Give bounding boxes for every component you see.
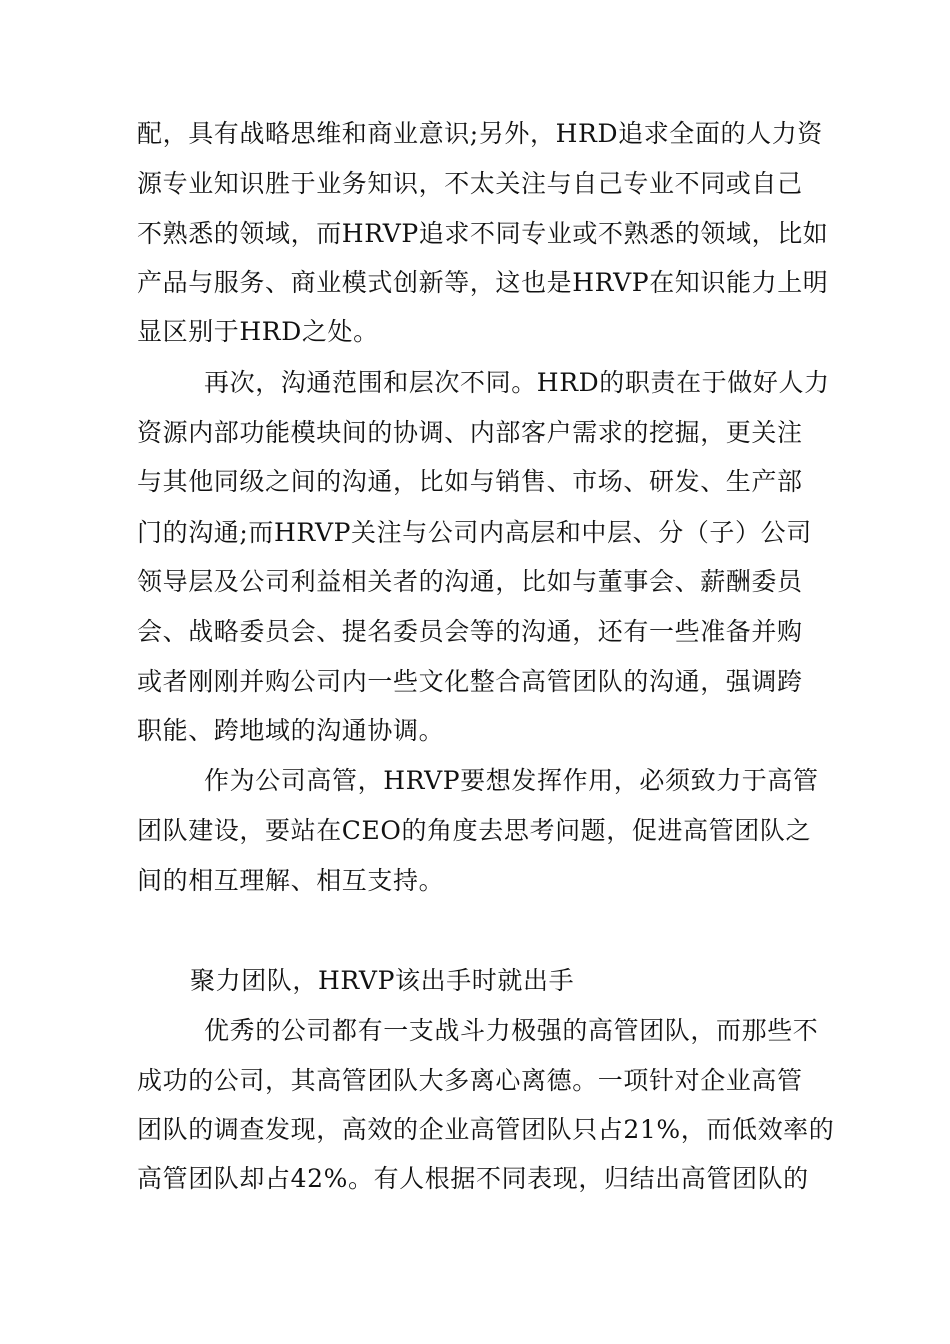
paragraph-1-line-4: 产品与服务、商业模式创新等，这也是HRVP在知识能力上明 xyxy=(137,268,829,297)
paragraph-4-line-2: 成功的公司，其高管团队大多离心离德。一项针对企业高管 xyxy=(137,1066,803,1095)
paragraph-3-line-1: 作为公司高管，HRVP要想发挥作用，必须致力于高管 xyxy=(204,766,819,795)
paragraph-4-line-1: 优秀的公司都有一支战斗力极强的高管团队，而那些不 xyxy=(204,1016,819,1045)
section-heading: 聚力团队，HRVP该出手时就出手 xyxy=(190,966,575,995)
paragraph-1-line-2: 源专业知识胜于业务知识，不太关注与自己专业不同或自己 xyxy=(137,169,803,198)
paragraph-2-line-5: 领导层及公司利益相关者的沟通，比如与董事会、薪酬委员 xyxy=(137,567,803,596)
paragraph-2-line-4: 门的沟通;而HRVP关注与公司内高层和中层、分（子）公司 xyxy=(137,518,812,547)
paragraph-1-line-3: 不熟悉的领域，而HRVP追求不同专业或不熟悉的领域，比如 xyxy=(137,219,829,248)
paragraph-4-line-3: 团队的调查发现，高效的企业高管团队只占21%，而低效率的 xyxy=(137,1115,835,1144)
paragraph-2-line-8: 职能、跨地域的沟通协调。 xyxy=(137,716,445,745)
paragraph-2-line-6: 会、战略委员会、提名委员会等的沟通，还有一些准备并购 xyxy=(137,617,803,646)
paragraph-2-line-7: 或者刚刚并购公司内一些文化整合高管团队的沟通，强调跨 xyxy=(137,667,803,696)
paragraph-1-line-1: 配，具有战略思维和商业意识;另外，HRD追求全面的人力资 xyxy=(137,119,823,148)
paragraph-4-line-4: 高管团队却占42%。有人根据不同表现，归结出高管团队的 xyxy=(137,1164,809,1193)
paragraph-3-line-2: 团队建设，要站在CEO的角度去思考问题，促进高管团队之 xyxy=(137,816,812,845)
paragraph-2-line-2: 资源内部功能模块间的协调、内部客户需求的挖掘，更关注 xyxy=(137,418,803,447)
paragraph-3-line-3: 间的相互理解、相互支持。 xyxy=(137,866,445,895)
paragraph-2-line-3: 与其他同级之间的沟通，比如与销售、市场、研发、生产部 xyxy=(137,467,803,496)
paragraph-1-line-5: 显区别于HRD之处。 xyxy=(137,317,379,346)
paragraph-2-line-1: 再次，沟通范围和层次不同。HRD的职责在于做好人力 xyxy=(204,368,830,397)
